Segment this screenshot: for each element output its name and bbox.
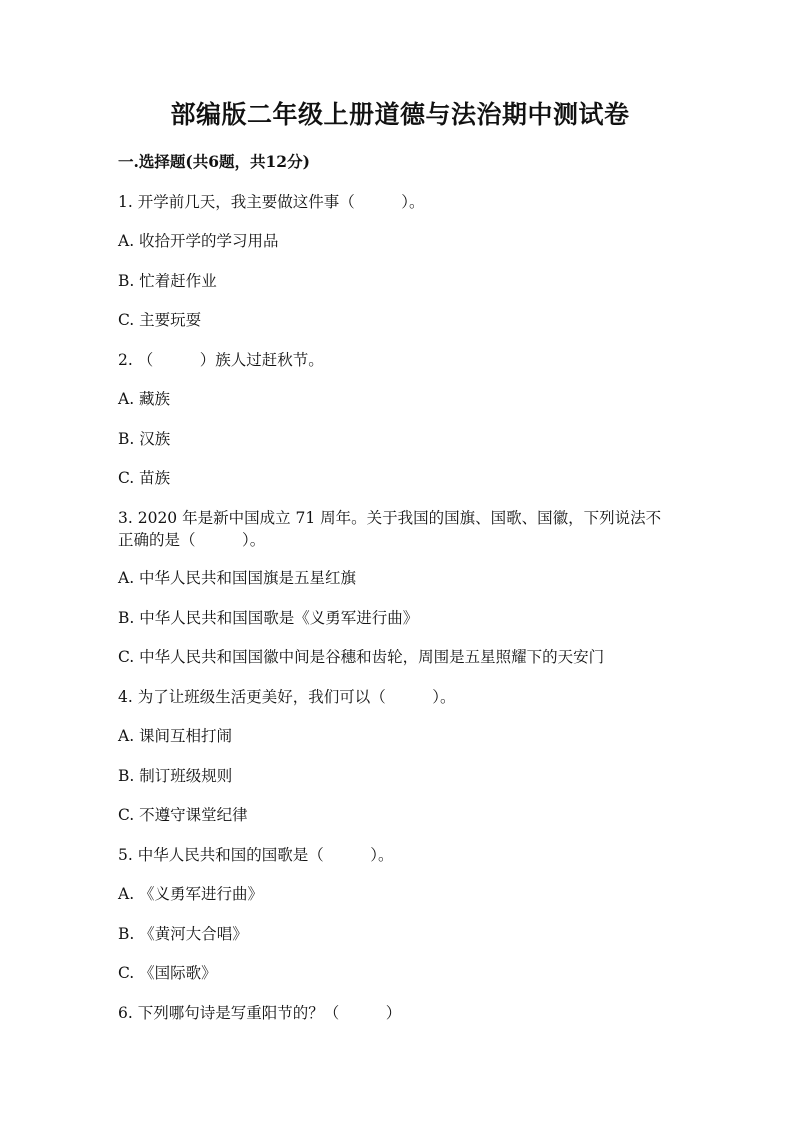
question-4-option-a: A. 课间互相打闹 [118, 727, 233, 745]
question-4-option-b: B. 制订班级规则 [118, 767, 233, 785]
question-2-option-c: C. 苗族 [118, 469, 171, 487]
question-2-stem: 2. （ ）族人过赶秋节。 [118, 351, 324, 369]
question-5-option-b: B. 《黄河大合唱》 [118, 925, 248, 943]
question-2-option-b: B. 汉族 [118, 430, 171, 448]
question-6-stem: 6. 下列哪句诗是写重阳节的？（ ） [118, 1004, 402, 1022]
question-1-option-b: B. 忙着赶作业 [118, 272, 217, 290]
question-4-stem: 4. 为了让班级生活更美好，我们可以（ ）。 [118, 688, 456, 706]
question-3-option-c: C. 中华人民共和国国徽中间是谷穗和齿轮，周围是五星照耀下的天安门 [118, 648, 605, 666]
question-5-stem: 5. 中华人民共和国的国歌是（ ）。 [118, 846, 394, 864]
page-title: 部编版二年级上册道德与法治期中测试卷 [170, 100, 630, 129]
question-3-option-a: A. 中华人民共和国国旗是五星红旗 [118, 569, 357, 587]
question-3-option-b: B. 中华人民共和国国歌是《义勇军进行曲》 [118, 609, 419, 627]
question-5-option-c: C. 《国际歌》 [118, 964, 217, 982]
question-1-option-c: C. 主要玩耍 [118, 311, 202, 329]
question-1-stem: 1. 开学前几天，我主要做这件事（ ）。 [118, 193, 425, 211]
question-3-stem-line-2: 正确的是（ ）。 [118, 531, 266, 549]
section-heading: 一.选择题(共6题，共12分) [118, 152, 310, 171]
question-5-option-a: A. 《义勇军进行曲》 [118, 885, 264, 903]
question-3-stem-line-1: 3. 2020 年是新中国成立 71 周年。关于我国的国旗、国歌、国徽，下列说法不 [118, 509, 662, 527]
question-2-option-a: A. 藏族 [118, 390, 171, 408]
question-4-option-c: C. 不遵守课堂纪律 [118, 806, 248, 824]
question-1-option-a: A. 收拾开学的学习用品 [118, 232, 279, 250]
